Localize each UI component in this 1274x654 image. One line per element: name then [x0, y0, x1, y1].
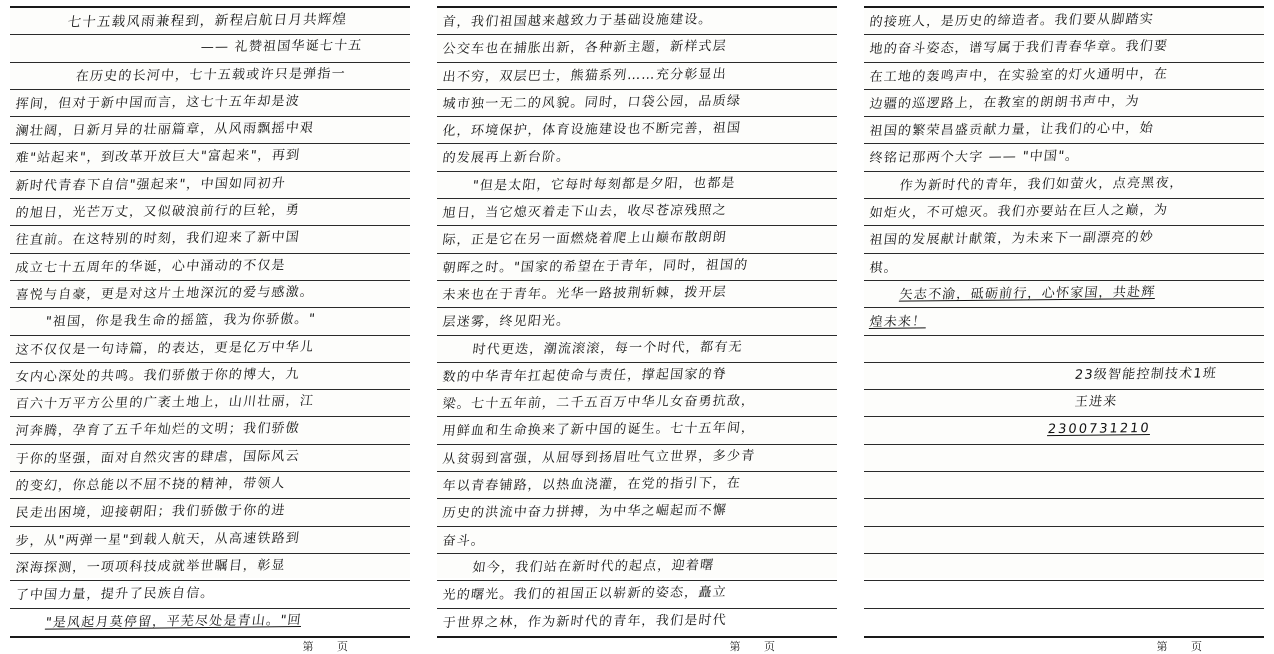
line-text: 澜壮阔，日新月异的壮丽篇章，从风雨飘摇中艰 — [14, 121, 315, 140]
line-text: 用鲜血和生命换来了新中国的诞生。七十五年间， — [441, 421, 757, 440]
text-line — [437, 363, 837, 390]
manuscript-page-1 — [10, 6, 410, 653]
line-text: 七十五载风雨兼程到，新程启航日月共辉煌 — [66, 11, 349, 31]
text-line — [10, 308, 410, 335]
text-line — [864, 527, 1264, 554]
text-line — [10, 90, 410, 117]
text-line — [864, 254, 1264, 281]
text-line — [864, 445, 1264, 472]
line-text: 的接班人，是历史的缔造者。我们要从脚踏实 — [868, 12, 1155, 31]
line-text: 如炬火，不可熄灭。我们亦要站在巨人之巅，为 — [868, 202, 1169, 222]
line-text: 边疆的巡逻路上，在教室的朗朗书声中，为 — [868, 94, 1141, 112]
text-line — [10, 199, 410, 226]
text-line — [437, 199, 837, 226]
page-3-footer: 第 页 — [1156, 639, 1212, 653]
text-line — [10, 417, 410, 444]
line-text: 的变幻，你总能以不屈不挠的精神，带领人 — [14, 476, 287, 495]
line-text: 步，从"两弹一星"到载人航天，从高速铁路到 — [14, 530, 301, 549]
text-line — [437, 117, 837, 144]
text-line — [10, 554, 410, 581]
text-line — [437, 144, 837, 171]
line-text: 的发展再上新台阶。 — [441, 150, 572, 167]
page-2-lines — [437, 6, 837, 638]
page-1-footer: 第 页 — [302, 639, 358, 653]
line-text: "是风起月莫停留，平芜尽处是青山。"回 — [44, 612, 303, 631]
text-line — [437, 390, 837, 417]
line-text: 首，我们祖国越来越致力于基础设施建设。 — [441, 12, 714, 31]
line-text: 如今，我们站在新时代的起点，迎着曙 — [471, 558, 716, 576]
text-line — [864, 390, 1264, 417]
text-line — [864, 172, 1264, 199]
line-text: 际，正是它在另一面燃烧着爬上山巅布散朗朗 — [441, 230, 728, 249]
line-text: 成立七十五周年的华诞，心中涌动的不仅是 — [14, 257, 287, 276]
text-line — [437, 308, 837, 335]
line-text: 作为新时代的青年，我们如萤火，点亮黑夜， — [898, 175, 1185, 194]
text-line — [437, 8, 837, 35]
text-line — [864, 581, 1264, 608]
text-line — [437, 281, 837, 308]
line-text: 出不穷，双层巴士，熊猫系列……充分彰显出 — [441, 66, 728, 85]
line-text: 旭日，当它熄灭着走下山去，收尽苍凉残照之 — [441, 203, 728, 222]
page-3-lines — [864, 6, 1264, 638]
text-line — [864, 609, 1264, 636]
line-text: 河奔腾，孕育了五千年灿烂的文明；我们骄傲 — [14, 421, 301, 440]
line-text: —— 礼赞祖国华诞七十五 — [199, 38, 364, 56]
text-line — [864, 472, 1264, 499]
text-line — [10, 8, 410, 35]
text-line — [437, 445, 837, 472]
line-text: "但是太阳，它每时每刻都是夕阳，也都是 — [471, 175, 737, 194]
text-line — [864, 35, 1264, 62]
text-line — [10, 472, 410, 499]
line-text: 23级智能控制技术1班 — [1073, 366, 1218, 383]
text-line — [864, 199, 1264, 226]
line-text: 往直前。在这特别的时刻，我们迎来了新中国 — [14, 230, 301, 249]
text-line — [864, 363, 1264, 390]
text-line — [437, 336, 837, 363]
text-line — [10, 63, 410, 90]
line-text: 祖国的繁荣昌盛贡献力量，让我们的心中，始 — [868, 121, 1155, 140]
page-2-footer: 第 页 — [729, 639, 785, 653]
text-line — [437, 172, 837, 199]
manuscript-page-3 — [864, 6, 1264, 653]
text-line — [437, 63, 837, 90]
text-line — [10, 336, 410, 363]
line-text: 朝晖之时。"国家的希望在于青年，同时，祖国的 — [441, 257, 750, 276]
text-line — [864, 144, 1264, 171]
line-text: 梁。七十五年前，二千五百万中华儿女奋勇抗敌， — [441, 393, 757, 413]
text-line — [10, 35, 410, 62]
line-text: 时代更迭，潮流滚滚，每一个时代，都有无 — [471, 339, 744, 358]
line-text: 这不仅仅是一句诗篇，的表达，更是亿万中华儿 — [14, 339, 315, 358]
text-line — [10, 144, 410, 171]
text-line — [10, 226, 410, 253]
text-line — [864, 63, 1264, 90]
line-text: 从贫弱到富强，从屈辱到扬眉吐气立世界，多少青 — [441, 448, 757, 467]
text-line — [864, 117, 1264, 144]
text-line — [10, 527, 410, 554]
text-line — [864, 554, 1264, 581]
line-text: 深海探测，一项项科技成就举世瞩目，彰显 — [14, 558, 287, 576]
line-text: 的旭日，光芒万丈，又似破浪前行的巨轮，勇 — [14, 203, 301, 222]
line-text: 于你的坚强，面对自然灾害的肆虐，国际风云 — [14, 448, 301, 467]
line-text: 祖国的发展献计献策，为未来下一副漂亮的妙 — [868, 230, 1155, 249]
line-text: 2300731210 — [1046, 421, 1152, 438]
line-text: 民走出困境，迎接朝阳；我们骄傲于你的进 — [14, 503, 287, 522]
text-line — [437, 554, 837, 581]
text-line — [10, 390, 410, 417]
text-line — [437, 581, 837, 608]
line-text: 在工地的轰鸣声中，在实验室的灯火通明中，在 — [868, 66, 1169, 85]
line-text: 光的曙光。我们的祖国正以崭新的姿态，矗立 — [441, 585, 728, 604]
line-text: 女内心深处的共鸣。我们骄傲于你的博大，九 — [14, 366, 301, 385]
text-line — [10, 499, 410, 526]
text-line — [10, 445, 410, 472]
line-text: 数的中华青年扛起使命与责任，撑起国家的脊 — [441, 366, 728, 385]
text-line — [10, 117, 410, 144]
line-text: 年以青春铺路，以热血浇灌，在党的指引下，在 — [441, 475, 742, 495]
line-text: 公交车也在捕胀出新，各种新主题，新样式层 — [441, 39, 728, 58]
line-text: 新时代青春下自信"强起来"，中国如同初升 — [14, 175, 287, 194]
line-text: 化，环境保护，体育设施建设也不断完善，祖国 — [441, 121, 742, 140]
text-line — [864, 281, 1264, 308]
line-text: 未来也在于青年。光华一路披荆斩棘，拨开层 — [441, 284, 728, 303]
text-line — [437, 417, 837, 444]
text-line — [10, 281, 410, 308]
line-text: 奋斗。 — [441, 533, 487, 549]
line-text: 百六十万平方公里的广袤土地上，山川壮丽，江 — [14, 394, 315, 413]
line-text: 喜悦与自豪，更是对这片土地深沉的爱与感激。 — [14, 284, 315, 303]
line-text: 矢志不渝，砥砺前行，心怀家国，共赴辉 — [898, 284, 1157, 303]
text-line — [437, 35, 837, 62]
text-line — [437, 527, 837, 554]
text-line — [864, 90, 1264, 117]
line-text: 终铭记那两个大字 —— "中国"。 — [868, 149, 1081, 167]
text-line — [437, 609, 837, 636]
text-line — [437, 499, 837, 526]
line-text: 在历史的长河中，七十五载或许只是弹指一 — [74, 66, 347, 84]
text-line — [864, 417, 1264, 444]
text-line — [864, 499, 1264, 526]
text-line — [864, 8, 1264, 35]
text-line — [437, 90, 837, 117]
line-text: 于世界之林，作为新时代的青年，我们是时代 — [441, 612, 728, 631]
page-1-lines — [10, 6, 410, 638]
text-line — [10, 581, 410, 608]
line-text: 王进来 — [1073, 394, 1119, 411]
line-text: 挥间，但对于新中国而言，这七十五年却是波 — [14, 93, 301, 112]
text-line — [437, 472, 837, 499]
line-text: "祖国，你是我生命的摇篮，我为你骄傲。" — [44, 312, 317, 330]
text-line — [10, 172, 410, 199]
text-line — [10, 254, 410, 281]
text-line — [864, 308, 1264, 335]
line-text: 历史的洪流中奋力拼搏，为中华之崛起而不懈 — [441, 503, 728, 522]
text-line — [864, 336, 1264, 363]
text-line — [864, 226, 1264, 253]
line-text: 城市独一无二的风貌。同时，口袋公园，品质绿 — [441, 93, 742, 112]
text-line — [10, 363, 410, 390]
text-line — [437, 254, 837, 281]
line-text: 难"站起来"，到改革开放巨大"富起来"，再到 — [14, 148, 302, 167]
line-text: 煌未来！ — [868, 314, 928, 331]
line-text: 地的奋斗姿态，谱写属于我们青春华章。我们要 — [868, 39, 1169, 58]
text-line — [10, 609, 410, 636]
line-text: 层迷雾，终见阳光。 — [441, 313, 572, 331]
text-line — [437, 226, 837, 253]
line-text: 棋。 — [868, 260, 899, 276]
manuscript-page-2 — [437, 6, 837, 653]
line-text: 了中国力量，提升了民族自信。 — [14, 586, 216, 604]
